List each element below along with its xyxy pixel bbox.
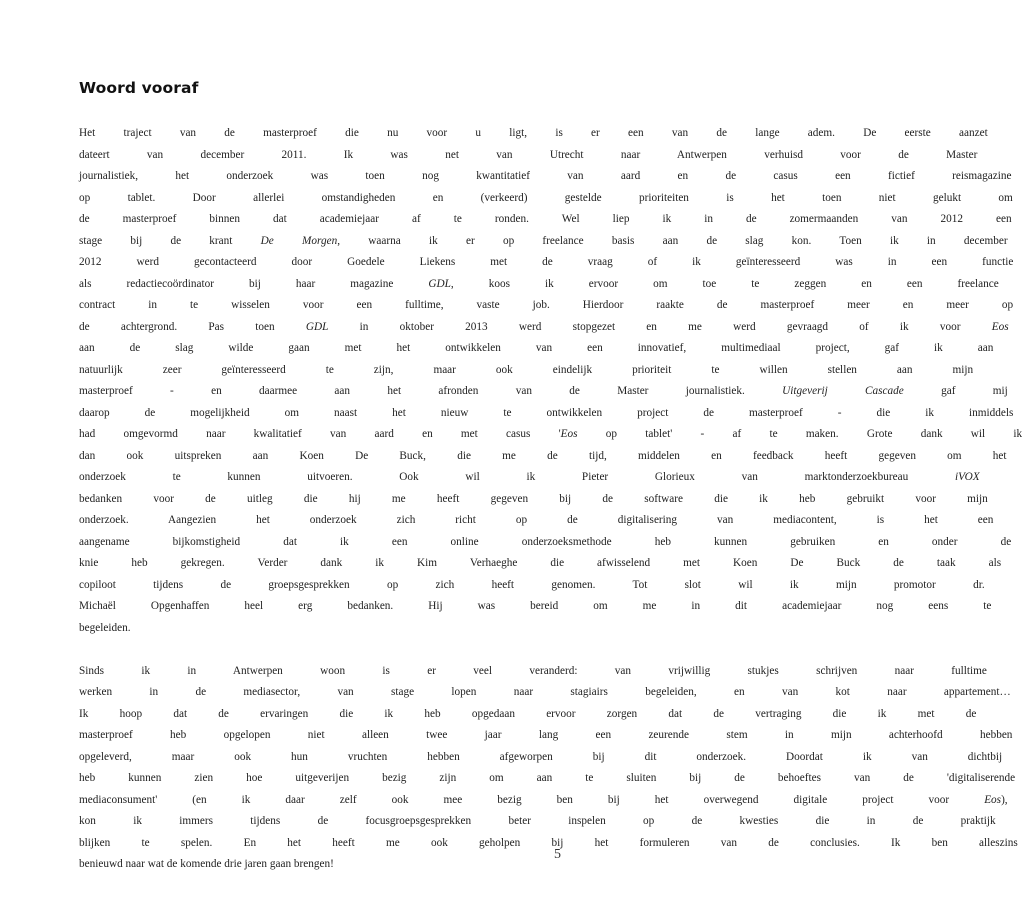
text-line: [79, 209, 1012, 231]
text-line: [79, 725, 1013, 747]
text-segment: copiloot tijdens de groepsgesprekken op zich heeft genomen. Tot slot wil ik mijn promotor dr.: [79, 578, 985, 591]
text-segment: opgeleverd, maar ook hun vruchten hebben afgeworpen bij dit onderzoek. Doordat ik van dichtbij: [79, 750, 1003, 763]
text-segment: Het traject van de masterproef die nu voor u ligt, is er een van de lange adem. De eerste aanzet: [79, 127, 988, 139]
text-segment: Ik hoop dat de ervaringen die ik heb opgedaan ervoor zorgen dat de vertraging die ik met de: [79, 707, 977, 720]
text-line: [79, 833, 1018, 855]
text-segment: onderzoek te kunnen uitvoeren. Ook wil ik Pieter Glorieux van marktonderzoekbureau: [79, 471, 955, 483]
italic-text: De Morgen: [260, 234, 338, 247]
text-line: [79, 317, 1009, 339]
text-segment: onderzoek. Aangezien het onderzoek zich richt op de digitalisering van mediacontent, is het een: [79, 514, 994, 526]
text-line: [79, 467, 980, 489]
text-line: [79, 510, 994, 532]
text-line: [79, 682, 1011, 704]
text-line: [79, 747, 1003, 769]
text-segment: contract in te wisselen voor een fulltime, vaste job. Hierdoor raakte de masterproef meer en meer op: [79, 299, 1014, 311]
text-line: [79, 575, 985, 597]
text-segment: knie heb gekregen. Verder dank ik Kim Verhaeghe die afwisselend met Koen De Buck de taak als: [79, 557, 1002, 569]
text-line: [79, 532, 1012, 554]
body-text: [79, 123, 1022, 876]
text-segment: journalistiek, het onderzoek was toen nog kwantitatief van aard en de casus een fictief reismagazine: [79, 170, 1012, 182]
page-title: Woord vooraf: [79, 79, 199, 97]
text-line: [79, 489, 988, 511]
text-segment: kon ik immers tijdens de focusgroepsgesprekken beter inspelen op de kwesties die in de praktijk: [79, 815, 996, 827]
text-segment: Sinds ik in Antwerpen woon is er veel veranderd: van vrijwillig stukjes schrijven naar fulltime: [79, 664, 987, 677]
text-segment: begeleiden.: [79, 621, 131, 634]
text-segment: in oktober 2013 werd stopgezet en me werd gevraagd of ik voor: [328, 320, 992, 333]
text-line: [79, 123, 988, 145]
italic-text: GDL: [305, 320, 329, 333]
text-line: [79, 704, 977, 726]
text-line: [79, 811, 996, 833]
text-line: [79, 188, 1013, 210]
text-segment: dateert van december 2011. Ik was net van Utrecht naar Antwerpen verhuisd voor de Master: [79, 148, 978, 161]
page-number: 5: [554, 847, 561, 862]
text-line: [79, 166, 1012, 188]
text-segment: daarop de mogelijkheid om naast het nieuw te ontwikkelen project de masterproef - die ik inmiddels: [79, 406, 1014, 419]
text-segment: werken in de mediasector, van stage lopen naar stagiairs begeleiden, en van kot naar appartement…: [79, 686, 1011, 698]
text-line: [79, 618, 562, 640]
text-segment: natuurlijk zeer geïnteresseerd te zijn, maar ook eindelijk prioriteit te willen stellen aan mijn: [79, 363, 974, 376]
text-segment: stage bij de krant: [79, 234, 261, 247]
paragraph: [79, 123, 1022, 639]
paragraph-gap: [79, 639, 562, 661]
text-segment: de masterproef binnen dat academiejaar af te ronden. Wel liep ik in de zomermaanden van 2012 een: [79, 213, 1012, 225]
italic-text: Eos: [984, 793, 1002, 806]
text-segment: gaf mij: [903, 385, 1008, 397]
italic-text: Eos: [560, 428, 578, 440]
italic-text: Eos: [991, 320, 1009, 333]
text-segment: als redactiecoördinator bij haar magazine: [79, 277, 429, 290]
text-segment: de achtergrond. Pas toen: [79, 320, 306, 333]
text-segment: aangename bijkomstigheid dat ik een online onderzoeksmethode heb kunnen gebruiken en onder de: [79, 535, 1012, 548]
text-segment: benieuwd naar wat de komende drie jaren gaan brengen!: [79, 858, 334, 870]
text-line: [79, 360, 974, 382]
text-segment: , koos ik ervoor om toe te zeggen en een freelance: [450, 277, 999, 290]
text-line: [79, 274, 999, 296]
text-segment: heb kunnen zien hoe uitgeverijen bezig zijn om aan te sluiten bij de behoeftes van de 'digitaliserende: [79, 772, 1016, 784]
text-line: [79, 596, 992, 618]
text-segment: aan de slag wilde gaan met het ontwikkelen van een innovatief, multimediaal project, gaf ik aan: [79, 342, 994, 354]
text-line: [79, 854, 562, 876]
text-line: [79, 446, 1007, 468]
italic-text: iVOX: [955, 471, 980, 483]
italic-text: Uitgeverij Cascade: [782, 385, 904, 397]
text-line: [79, 661, 987, 683]
text-line: [79, 553, 1002, 575]
paragraph: [79, 661, 1018, 876]
text-segment: mediaconsument' (en ik daar zelf ook mee bezig ben bij het overwegend digitale project voor: [79, 793, 985, 806]
text-segment: Michaël Opgenhaffen heel erg bedanken. Hij was bereid om me in dit academiejaar nog eens te: [79, 600, 992, 612]
text-line: [79, 768, 1016, 790]
text-segment: ),: [1001, 793, 1008, 806]
text-line: [79, 231, 1008, 253]
text-line: [79, 403, 1014, 425]
text-segment: op tablet. Door allerlei omstandigheden en (verkeerd) gestelde prioriteiten is het toen niet gelukt om: [79, 191, 1013, 204]
text-line: [79, 790, 1008, 812]
text-segment: dan ook uitspreken aan Koen De Buck, die me de tijd, middelen en feedback heeft gegeven om het: [79, 449, 1007, 462]
text-line: [79, 381, 1008, 403]
italic-text: GDL: [428, 277, 451, 290]
text-segment: masterproef - en daarmee aan het afronden van de Master journalistiek.: [79, 385, 783, 397]
text-segment: blijken te spelen. En het heeft me ook geholpen bij het formuleren van de conclusies. Ik ben alleszins: [79, 836, 1018, 849]
text-line: [79, 338, 994, 360]
text-line: [79, 295, 1014, 317]
text-line: [79, 145, 978, 167]
text-segment: had omgevormd naar kwalitatief van aard en met casus ': [79, 428, 561, 440]
text-line: [79, 252, 1014, 274]
text-line: [79, 424, 1022, 446]
text-segment: bedanken voor de uitleg die hij me heeft gegeven bij de software die ik heb gebruikt voor mijn: [79, 492, 988, 505]
text-segment: 2012 werd gecontacteerd door Goedele Liekens met de vraag of ik geïnteresseerd was in een functie: [79, 256, 1014, 268]
text-segment: , waarna ik er op freelance basis aan de slag kon. Toen ik in december: [337, 234, 1008, 247]
text-segment: op tablet' - af te maken. Grote dank wil ik: [577, 428, 1022, 440]
text-segment: masterproef heb opgelopen niet alleen twee jaar lang een zeurende stem in mijn achterhoofd hebben: [79, 729, 1013, 741]
